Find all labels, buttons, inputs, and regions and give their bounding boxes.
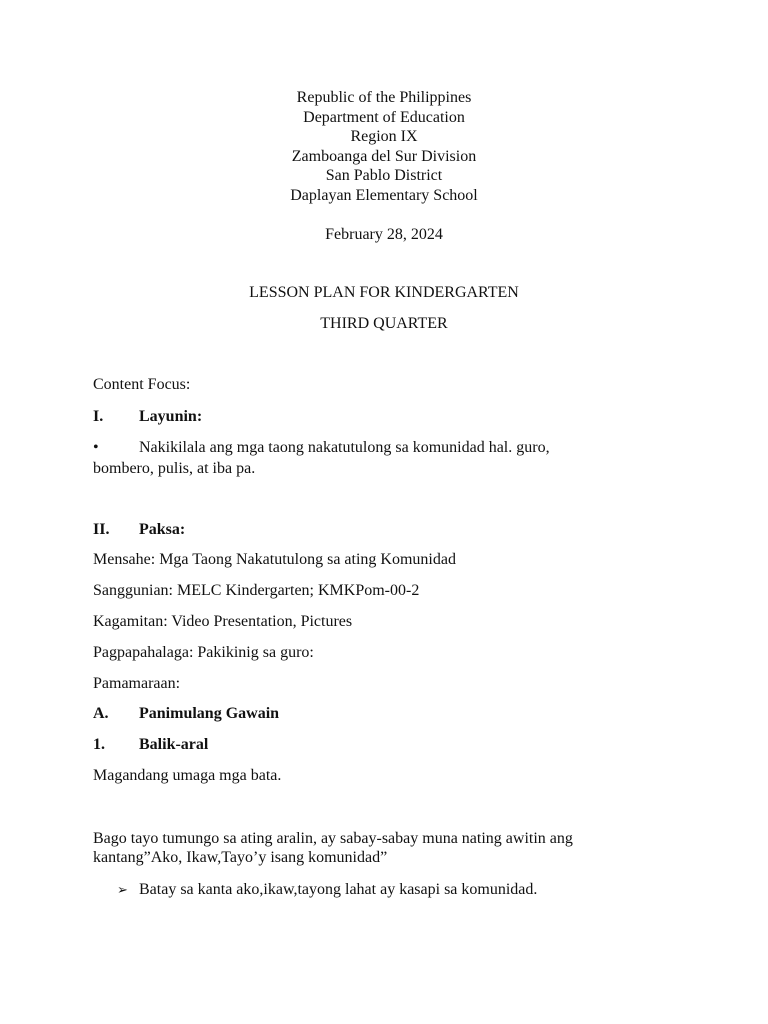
content-focus-label: Content Focus: <box>93 376 191 393</box>
greeting-line: Magandang umaga mga bata. <box>93 767 282 784</box>
objective-text-line2: bombero, pulis, at iba pa. <box>93 460 256 477</box>
song-takeaway-item <box>117 881 537 899</box>
header-district: San Pablo District <box>325 167 443 184</box>
section-heading-layunin <box>93 408 202 426</box>
document-title: LESSON PLAN FOR KINDERGARTEN <box>249 284 519 301</box>
section-title: Layunin: <box>139 408 203 425</box>
objective-bullet <box>93 437 613 479</box>
section-number: I. <box>93 408 104 425</box>
song-takeaway-text: Batay sa kanta ako,ikaw,tayong lahat ay kasapi sa komunidad. <box>139 881 538 898</box>
header-region: Region IX <box>350 128 418 145</box>
section-heading-paksa <box>93 521 185 539</box>
header-country: Republic of the Philippines <box>296 89 472 106</box>
header-department: Department of Education <box>303 108 465 126</box>
step-heading-balik-aral <box>93 736 208 754</box>
kagamitan-line: Kagamitan: Video Presentation, Pictures <box>93 613 353 630</box>
header-school: Daplayan Elementary School <box>290 186 478 204</box>
song-paragraph-line1: Bago tayo tumungo sa ating aralin, ay sabay-sabay muna nating awitin ang <box>93 830 573 847</box>
mensahe-line: Mensahe: Mga Taong Nakatutulong sa ating Komunidad <box>93 551 456 568</box>
school-header <box>0 88 768 205</box>
header-division: Zamboanga del Sur Division <box>291 147 477 165</box>
pamamaraan-line: Pamamaraan: <box>93 675 181 692</box>
arrow-bullet-icon: ➢ <box>117 883 128 898</box>
step-number: 1. <box>93 736 105 753</box>
pagpapahalaga-line: Pagpapahalaga: Pakikinig sa guro: <box>93 644 314 661</box>
step-title: Balik-aral <box>139 736 209 753</box>
bullet-icon: • <box>93 439 99 456</box>
section-heading-panimulang-gawain <box>93 705 279 723</box>
song-paragraph <box>93 829 653 867</box>
section-title: Panimulang Gawain <box>139 705 280 722</box>
section-title: Paksa: <box>139 521 186 538</box>
document-date: February 28, 2024 <box>325 226 443 243</box>
objective-text-line1: Nakikilala ang mga taong nakatutulong sa komunidad hal. guro, <box>139 439 550 456</box>
section-number: II. <box>93 521 110 538</box>
document-subtitle: THIRD QUARTER <box>320 315 448 332</box>
sanggunian-line: Sanggunian: MELC Kindergarten; KMKPom-00-2 <box>93 582 420 599</box>
section-number: A. <box>93 705 109 722</box>
song-paragraph-line2: kantang”Ako, Ikaw,Tayo’y isang komunidad” <box>93 849 388 866</box>
